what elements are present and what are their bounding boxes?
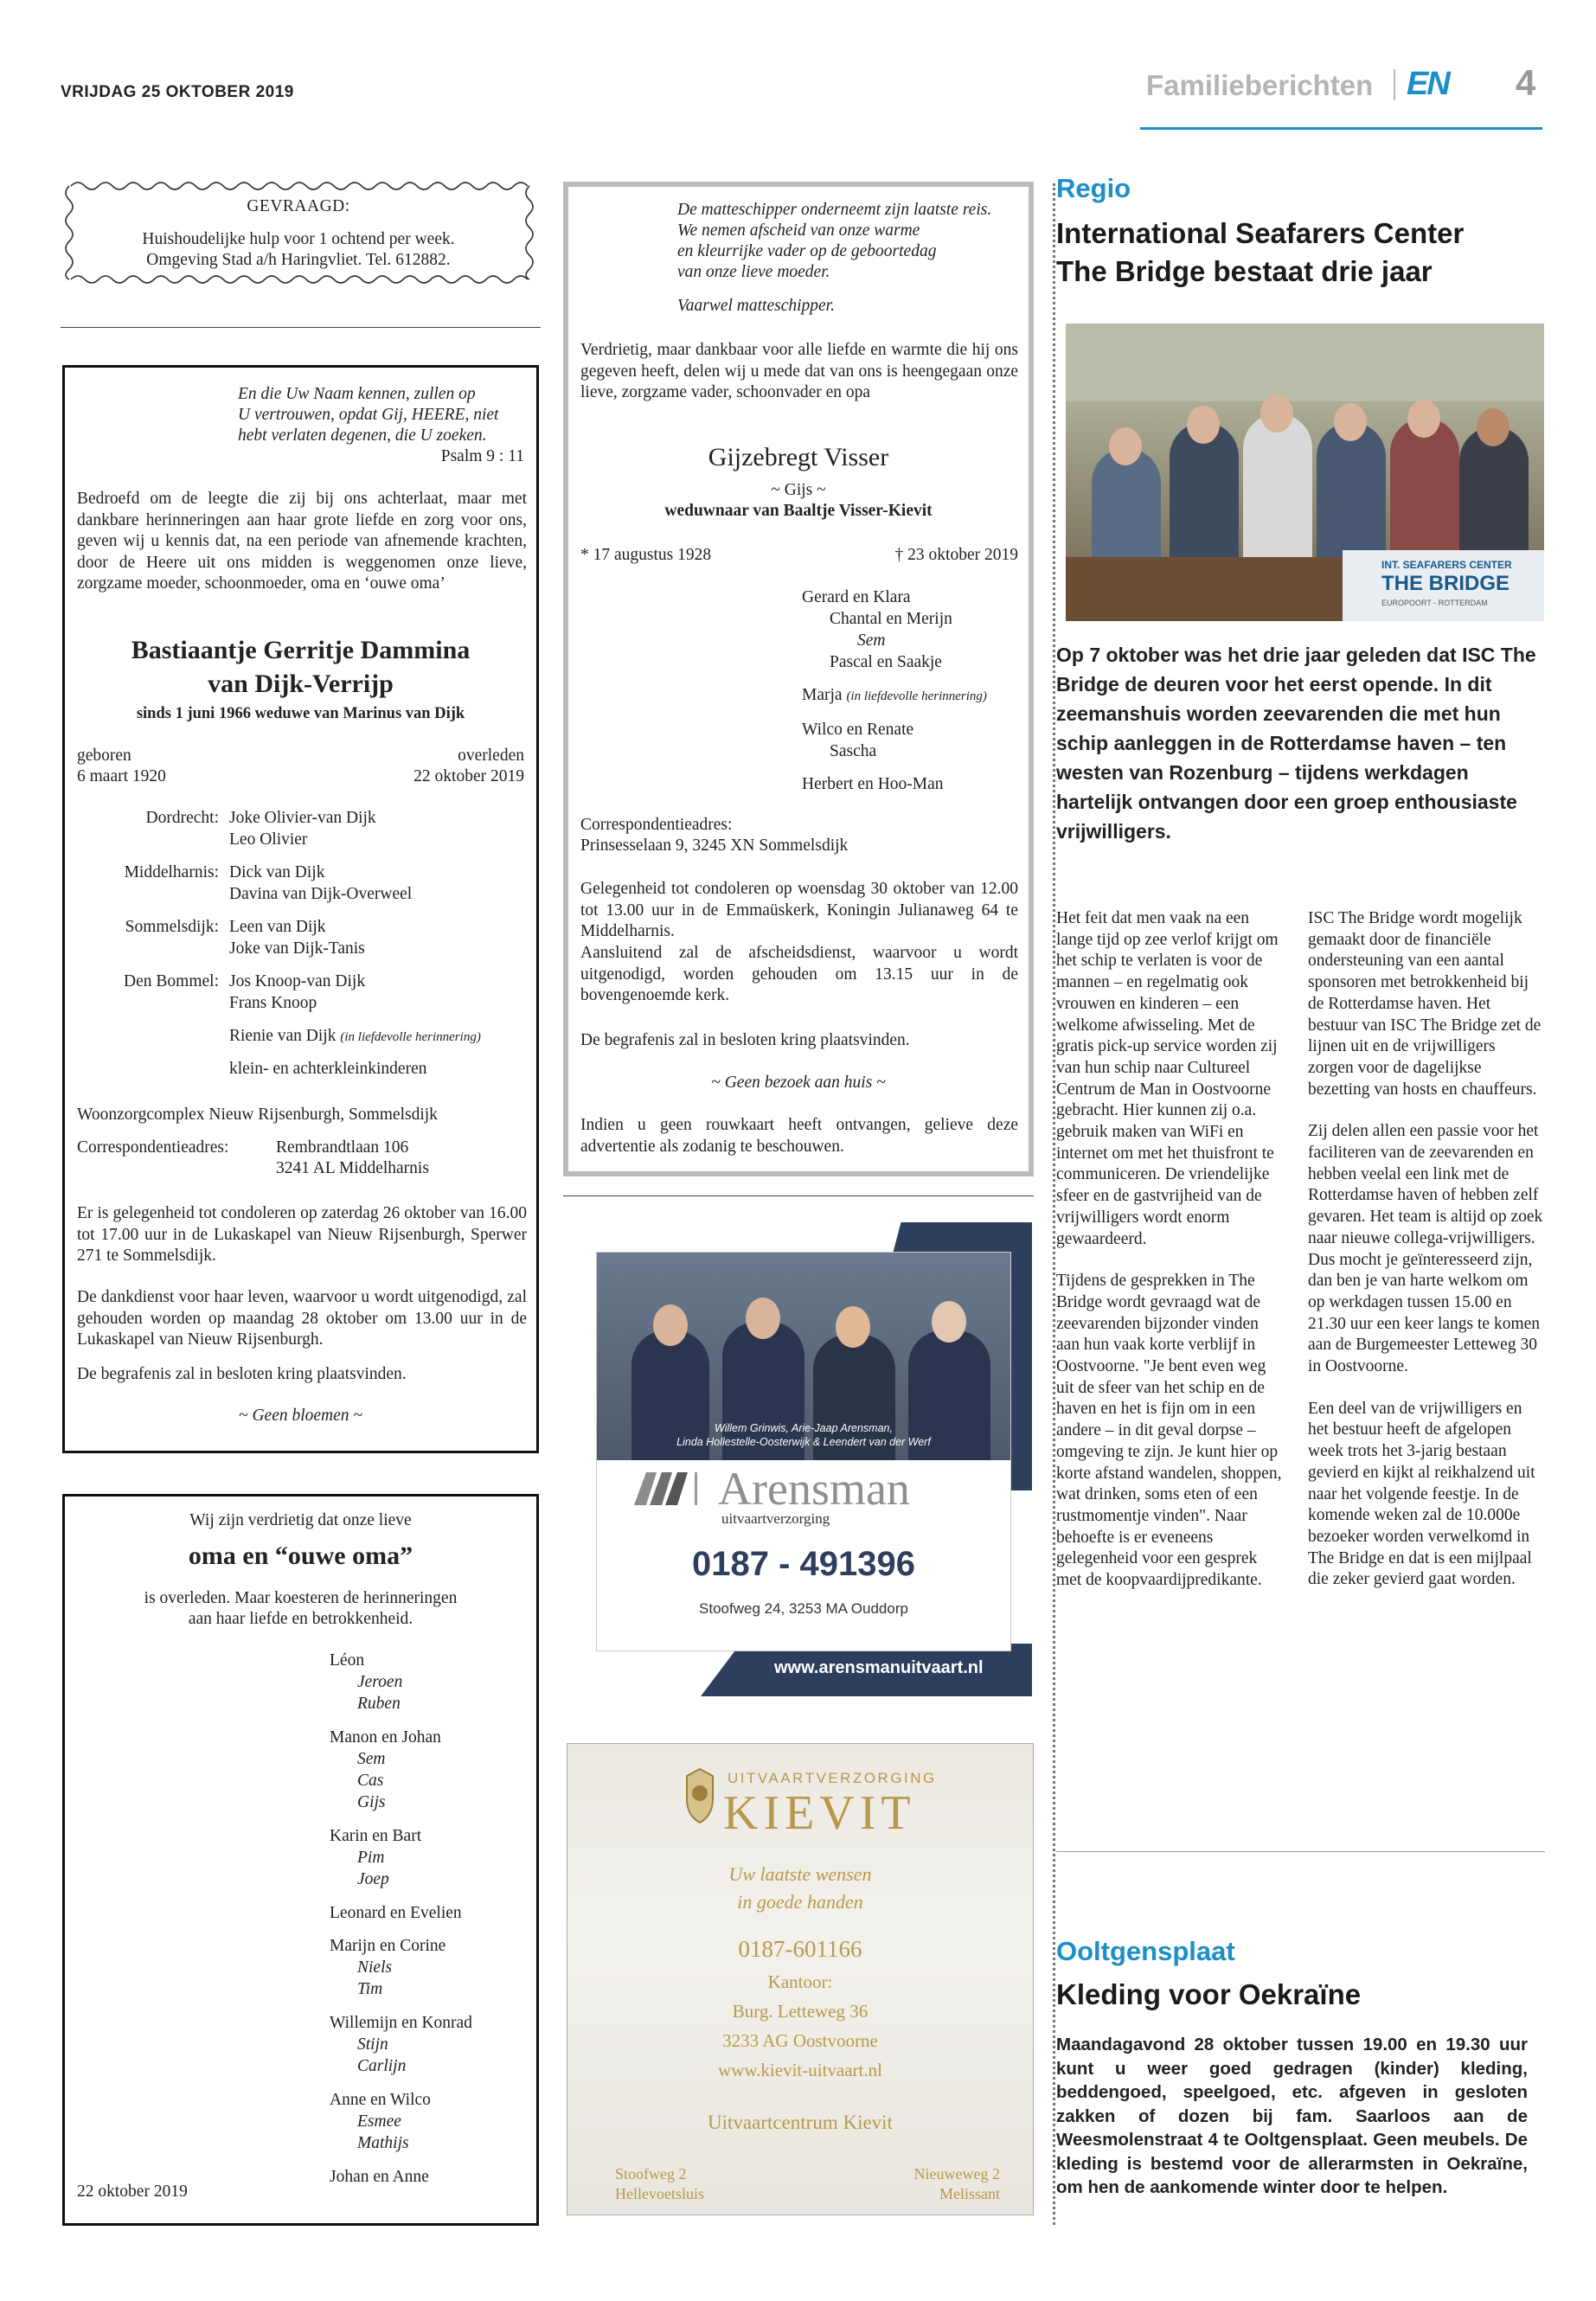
divider [1056,1851,1545,1852]
child-name: Esmee [357,2112,401,2131]
widower-note: weduwnaar van Baaltje Visser-Kievit [664,502,933,520]
oma-line-2: is overleden. Maar koesteren de herinneringen [144,1589,458,1607]
family-name: Dick van Dijk [229,863,325,881]
photo-caption-2: Linda Hollestelle-Oosterwijk & Leendert van der Werf [676,1436,931,1448]
obituary-oma [62,1494,539,2226]
family-group [330,1902,472,1935]
family-row [65,916,536,971]
rienie-name: Rienie van Dijk [229,1027,337,1045]
family-name: Leen van Dijk [229,918,326,936]
kievit-location-2-city: Melissant [939,2185,1000,2202]
burial-info: De begrafenis zal in besloten kring plaatsvinden. [77,1365,407,1383]
family-place: Den Bommel: [124,972,219,990]
family-group [330,1935,472,2012]
classified-wanted [61,177,536,288]
group-head: Léon [330,1651,365,1670]
obituary-visser [563,182,1034,1176]
service-info: Aansluitend zal de afscheidsdienst, waarvoor u wordt uitgenodigd, worden gehouden om 13.15 uur in de bovengenoemde kerk. [580,944,1018,1004]
arensman-phone: 0187 - 491396 [691,1545,915,1583]
nickname: ~ Gijs ~ [771,481,826,499]
child-name: Stijn [357,2035,388,2054]
newspaper-logo: EN [1407,66,1449,102]
memory-note: (in liefdevolle herinnering) [846,689,987,703]
article-column-2 [1308,908,1543,1612]
family-name: Sascha [830,742,877,760]
article-title: Kleding voor Oekraïne [1056,1978,1362,2010]
child-name: Ruben [357,1695,401,1713]
intro-text: Bedroefd om de leegte die zij bij ons achterlaat, maar met dankbare herinneringen aan haar grote liefde en zorg voor ons, geven wij u kennis dat, na een periode van afnemende krachten, door de Heere uit ons midden is weggenomen onze lieve, zorgzame moeder, schoonmoeder, oma en ‘ouwe oma’ [77,490,527,593]
deceased-name: Gijzebregt Visser [708,443,889,471]
child-name: Pim [357,1849,385,1867]
grandchildren-list [330,1650,472,2188]
no-visit: ~ Geen bezoek aan huis ~ [711,1074,886,1092]
section-title: Familieberichten [1146,69,1374,101]
group-head: Anne en Wilco [330,2091,431,2109]
issue-date: VRIJDAG 25 OKTOBER 2019 [61,83,294,101]
header-separator [1394,69,1395,100]
family-list [65,807,536,1080]
burial-info: De begrafenis zal in besloten kring plaatsvinden. [580,1031,910,1049]
child-name: Niels [357,1958,393,1977]
child-name: Tim [357,1980,383,1998]
family-row [65,807,536,862]
family-group [330,2012,472,2089]
intro-text: Verdrietig, maar dankbaar voor alle liefde en warmte die hij ons gegeven heeft, delen wij u mede dat van ons is heengegaan onze lieve, zorgzame vader, schoonvader en opa [580,341,1018,401]
deceased-name-line-1: Bastiaantje Gerritje Dammina [131,636,471,664]
paragraph: Een deel van de vrijwilligers en het bestuur heeft de afgelopen week trots het 3-jarig bestaan gevierd en kijkt al reikhalzend uit naar het volgende feestje. In de komende weken zal de 10.000e bezoeker worden verwelkomd in The Bridge en dat is een mijlpaal die zeker gevierd gaat worden. [1308,1399,1535,1589]
paragraph: Tijdens de gesprekken in The Bridge wordt gevraagd wat de zeevarenden bijzonder vinden aan hun vaak korte verblijf in Oostvoorne. "Je bent even weg uit de sfeer van het schip en de haven en het is fijn om in een andere – in dit geval dorpse – omgeving te zijn. Je kunt hier op korte afstand wandelen, shoppen, wat drinken, soms eten of een rustmomentje vinden". Naar behoefte is er eveneens gelegenheid voor een gesprek met de koopvaardijpredikante. [1056,1272,1282,1590]
correspondence-address: Prinsesselaan 9, 3245 XN Sommelsdijk [580,836,849,855]
family-name: Joke van Dijk-Tanis [229,939,365,958]
kievit-location-2-street: Nieuweweg 2 [913,2165,1000,2182]
kievit-ad [567,1743,1034,2215]
kievit-top-label: UITVAARTVERZORGING [727,1770,937,1786]
family-name: Pascal en Saakje [830,653,942,671]
kievit-city: 3233 AG Oostvoorne [722,2030,878,2051]
child-name: Carlijn [357,2057,407,2075]
family-name: Jos Knoop-van Dijk [229,972,366,990]
child-name: Mathijs [357,2134,409,2152]
sign-line-2: THE BRIDGE [1381,572,1510,595]
kievit-street: Burg. Letteweg 36 [732,2001,869,2022]
psalm-line-3: hebt verlaten degenen, die U zoeken. [238,426,487,445]
arensman-logo-icon [634,1471,712,1507]
obituary-van-dijk [62,365,539,1453]
rienie-note: (in liefdevolle herinnering) [340,1030,481,1044]
psalm-line-1: En die Uw Naam kennen, zullen op [238,385,476,403]
died-date: 22 oktober 2019 [413,767,524,785]
grandchildren: klein- en achterkleinkinderen [229,1060,427,1078]
oma-date: 22 oktober 2019 [77,2182,188,2201]
article-title-line-2: The Bridge bestaat drie jaar [1056,255,1433,287]
child-name: Joep [357,1870,389,1888]
page-number: 4 [1516,62,1536,103]
kievit-website[interactable]: www.kievit-uitvaart.nl [718,2060,882,2080]
psalm-line-2: U vertrouwen, opdat Gij, HEERE, niet [238,406,499,424]
crest-icon [678,1766,721,1826]
farewell: Vaarwel matteschipper. [677,297,835,315]
condolence-info: Gelegenheid tot condoleren op woensdag 30 oktober van 12.00 tot 13.00 uur in de Emmaüskerk, Koningin Julianaweg 64 te Middelharnis. [580,880,1018,940]
divider [61,327,541,328]
condolence-info: Er is gelegenheid tot condoleren op zaterdag 26 oktober van 16.00 tot 17.00 uur in de Lukaskapel van Nieuw Rijsenburgh, Sperwer 271 te Sommelsdijk. [77,1204,527,1265]
family-row [65,971,536,1025]
child-name: Gijs [357,1793,386,1811]
family-group [330,2166,472,2188]
group-head: Leonard en Evelien [330,1904,462,1922]
article-photo [1066,324,1544,621]
classified-line-1: Huishoudelijke hulp voor 1 ochtend per week. [142,230,455,248]
born-date: * 17 augustus 1928 [580,546,712,564]
quote-line-4: van onze lieve moeder. [677,263,830,281]
psalm-reference: Psalm 9 : 11 [440,447,524,465]
deceased-name-line-2: van Dijk-Verrijp [208,670,394,698]
photo-sign [1343,550,1544,621]
family-name: Frans Knoop [229,994,317,1012]
sign-line-1: INT. SEAFARERS CENTER [1381,559,1512,571]
family-name: Davina van Dijk-Overweel [229,885,413,903]
born-label: geboren [77,747,131,765]
sign-line-3: EUROPOORT - ROTTERDAM [1381,599,1488,607]
family-group [330,1825,472,1902]
family-name: Herbert en Hoo-Man [802,775,944,793]
child-name: Jeroen [357,1673,403,1691]
kievit-office-label: Kantoor: [767,1971,833,1992]
divider [563,1195,1034,1196]
family-name: Gerard en Klara [802,588,911,606]
family-name: Chantal en Merijn [830,610,952,628]
family-group [330,1727,472,1825]
correspondence-label: Correspondentieadres: [580,816,733,834]
team-photo [597,1253,1010,1460]
arensman-subtitle: uitvaartverzorging [721,1510,830,1527]
article-body: Maandagavond 28 oktober tussen 19.00 en 19.30 uur kunt u weer goed gedragen (kinder) kleding, beddengoed, speelgoed, etc. afgeven in gesloten zakken of dozen bij fam. Saarloos aan de Weesmolenstraat 4 te Ooltgensplaat. Geen meubels. De kleding is bestemd voor de allerarmsten in Oekraïne, om hen de aankomende winter door te helpen. [1056,2035,1528,2197]
oma-line-1: Wij zijn verdrietig dat onze lieve [189,1511,412,1529]
family-name: Sem [857,631,886,650]
family-place: Sommelsdijk: [125,918,219,936]
kievit-slogan-2: in goede handen [737,1891,863,1913]
correspondence-line-1: Rembrandtlaan 106 [276,1138,409,1157]
group-head: Marijn en Corine [330,1937,446,1955]
family-place: Dordrecht: [145,809,219,827]
care-home: Woonzorgcomplex Nieuw Rijsenburgh, Sommelsdijk [77,1106,438,1124]
service-info: De dankdienst voor haar leven, waarvoor u wordt uitgenodigd, zal gehouden worden op maandag 28 oktober om 13.00 uur in de Lukaskapel van Nieuw Rijsenburgh. [77,1288,527,1349]
family-place: Middelharnis: [124,863,219,881]
family-group [330,1650,472,1727]
child-name: Cas [357,1772,384,1790]
column-divider [1053,183,1055,2225]
arensman-website[interactable]: www.arensmanuitvaart.nl [774,1658,984,1677]
widow-note: sinds 1 juni 1966 weduwe van Marinus van Dijk [136,705,465,722]
family-row [65,862,536,916]
arensman-brand: Arensman [718,1463,910,1515]
quote-line-2: We nemen afscheid van onze warme [677,221,920,240]
article-column-1 [1056,908,1285,1612]
born-date: 6 maart 1920 [77,767,166,785]
header-rule [1140,127,1542,130]
died-date: † 23 oktober 2019 [894,546,1018,564]
oma-line-3: aan haar liefde en betrokkenheid. [188,1610,413,1628]
family-name: Joke Olivier-van Dijk [229,809,376,827]
classified-line-2: Omgeving Stad a/h Haringvliet. Tel. 612882. [146,251,451,269]
kievit-phone: 0187-601166 [738,1936,862,1962]
paragraph: Zij delen allen een passie voor het faciliteren van de zeevarenden en hebben veelal een link met de Rotterdamse haven of hebben zelf gevaren. Het team is altijd op zoek naar nieuwe collega-vrijwilligers. Dus mocht je geïnteresseerd zijn, dan ben je van harte welkom om op werkdagen tussen 15.00 en 21.30 uur een keer langs te komen aan de Burgemeester Letteweg 30 in Oostvoorne. [1308,1122,1543,1376]
no-card-note: Indien u geen rouwkaart heeft ontvangen, gelieve deze advertentie als zodanig te beschouwen. [580,1116,1018,1156]
article-title-line-1: International Seafarers Center [1056,217,1465,249]
quote-line-3: en kleurrijke vader op de geboortedag [677,242,937,260]
group-head: Willemijn en Konrad [330,2014,472,2032]
family-group [330,2089,472,2166]
paragraph: Het feit dat men vaak na een lange tijd op zee verlof krijgt om het schip te verlaten is voor de mannen – en regelmatig ook vrouwen en kinderen – een welkome afwisseling. Met de gratis pick-up service worden zij van hun schip naar Cultureel Centrum de Man in Oostvoorne gebracht. Hier kunnen zij o.a. gebruik maken van WiFi en internet om met het thuisfront te communiceren. De vriendelijke sfeer en de gastvrijheid van de vrijwilligers wordt enorm gewaardeerd. [1056,909,1279,1248]
kievit-slogan-1: Uw laatste wensen [728,1863,872,1885]
died-label: overleden [458,747,524,765]
rienie-line [65,1025,536,1058]
oma-title: oma en “ouwe oma” [188,1541,413,1570]
family-name: Marja [802,686,843,704]
family-name: Wilco en Renate [802,721,914,739]
article-kicker: Ooltgensplaat [1056,1936,1235,1966]
group-head: Manon en Johan [330,1728,441,1747]
article-kicker: Regio [1056,173,1131,203]
kievit-brand: KIEVIT [723,1786,916,1840]
kievit-centre: Uitvaartcentrum Kievit [708,2112,893,2133]
article-lead: Op 7 oktober was het drie jaar geleden dat ISC The Bridge de deuren voor het eerst opende. In dit zeemanshuis worden zeevarenden die met hun schip aanleggen in de Rotterdamse haven – ten westen van Rozenburg – tijdens werkdagen hartelijk ontvangen door een groep enthousiaste vrijwilligers. [1056,644,1536,843]
arensman-address: Stoofweg 24, 3253 MA Ouddorp [699,1600,908,1617]
quote-line-1: De matteschipper onderneemt zijn laatste reis. [677,201,992,219]
classified-title: GEVRAAGD: [247,197,350,215]
photo-caption-1: Willem Grinwis, Arie-Jaap Arensman, [715,1422,893,1434]
group-head: Johan en Anne [330,2168,429,2186]
paragraph: ISC The Bridge wordt mogelijk gemaakt door de financiële ondersteuning van een aantal sponsoren met betrokkenheid bij de Rotterdamse haven. Het bestuur van ISC The Bridge zet de lijnen uit en de vrijwilligers zorgen voor de dagelijkse bezetting van hosts en chauffeurs. [1308,909,1542,1099]
no-flowers: ~ Geen bloemen ~ [239,1407,362,1425]
correspondence-label: Correspondentieadres: [77,1138,229,1157]
kievit-location-1-city: Hellevoetsluis [615,2185,704,2202]
correspondence-line-2: 3241 AL Middelharnis [276,1159,429,1177]
family-list [802,586,987,795]
group-head: Karin en Bart [330,1827,422,1845]
kievit-location-1-street: Stoofweg 2 [615,2165,687,2182]
family-name: Leo Olivier [229,830,308,849]
child-name: Sem [357,1750,386,1768]
